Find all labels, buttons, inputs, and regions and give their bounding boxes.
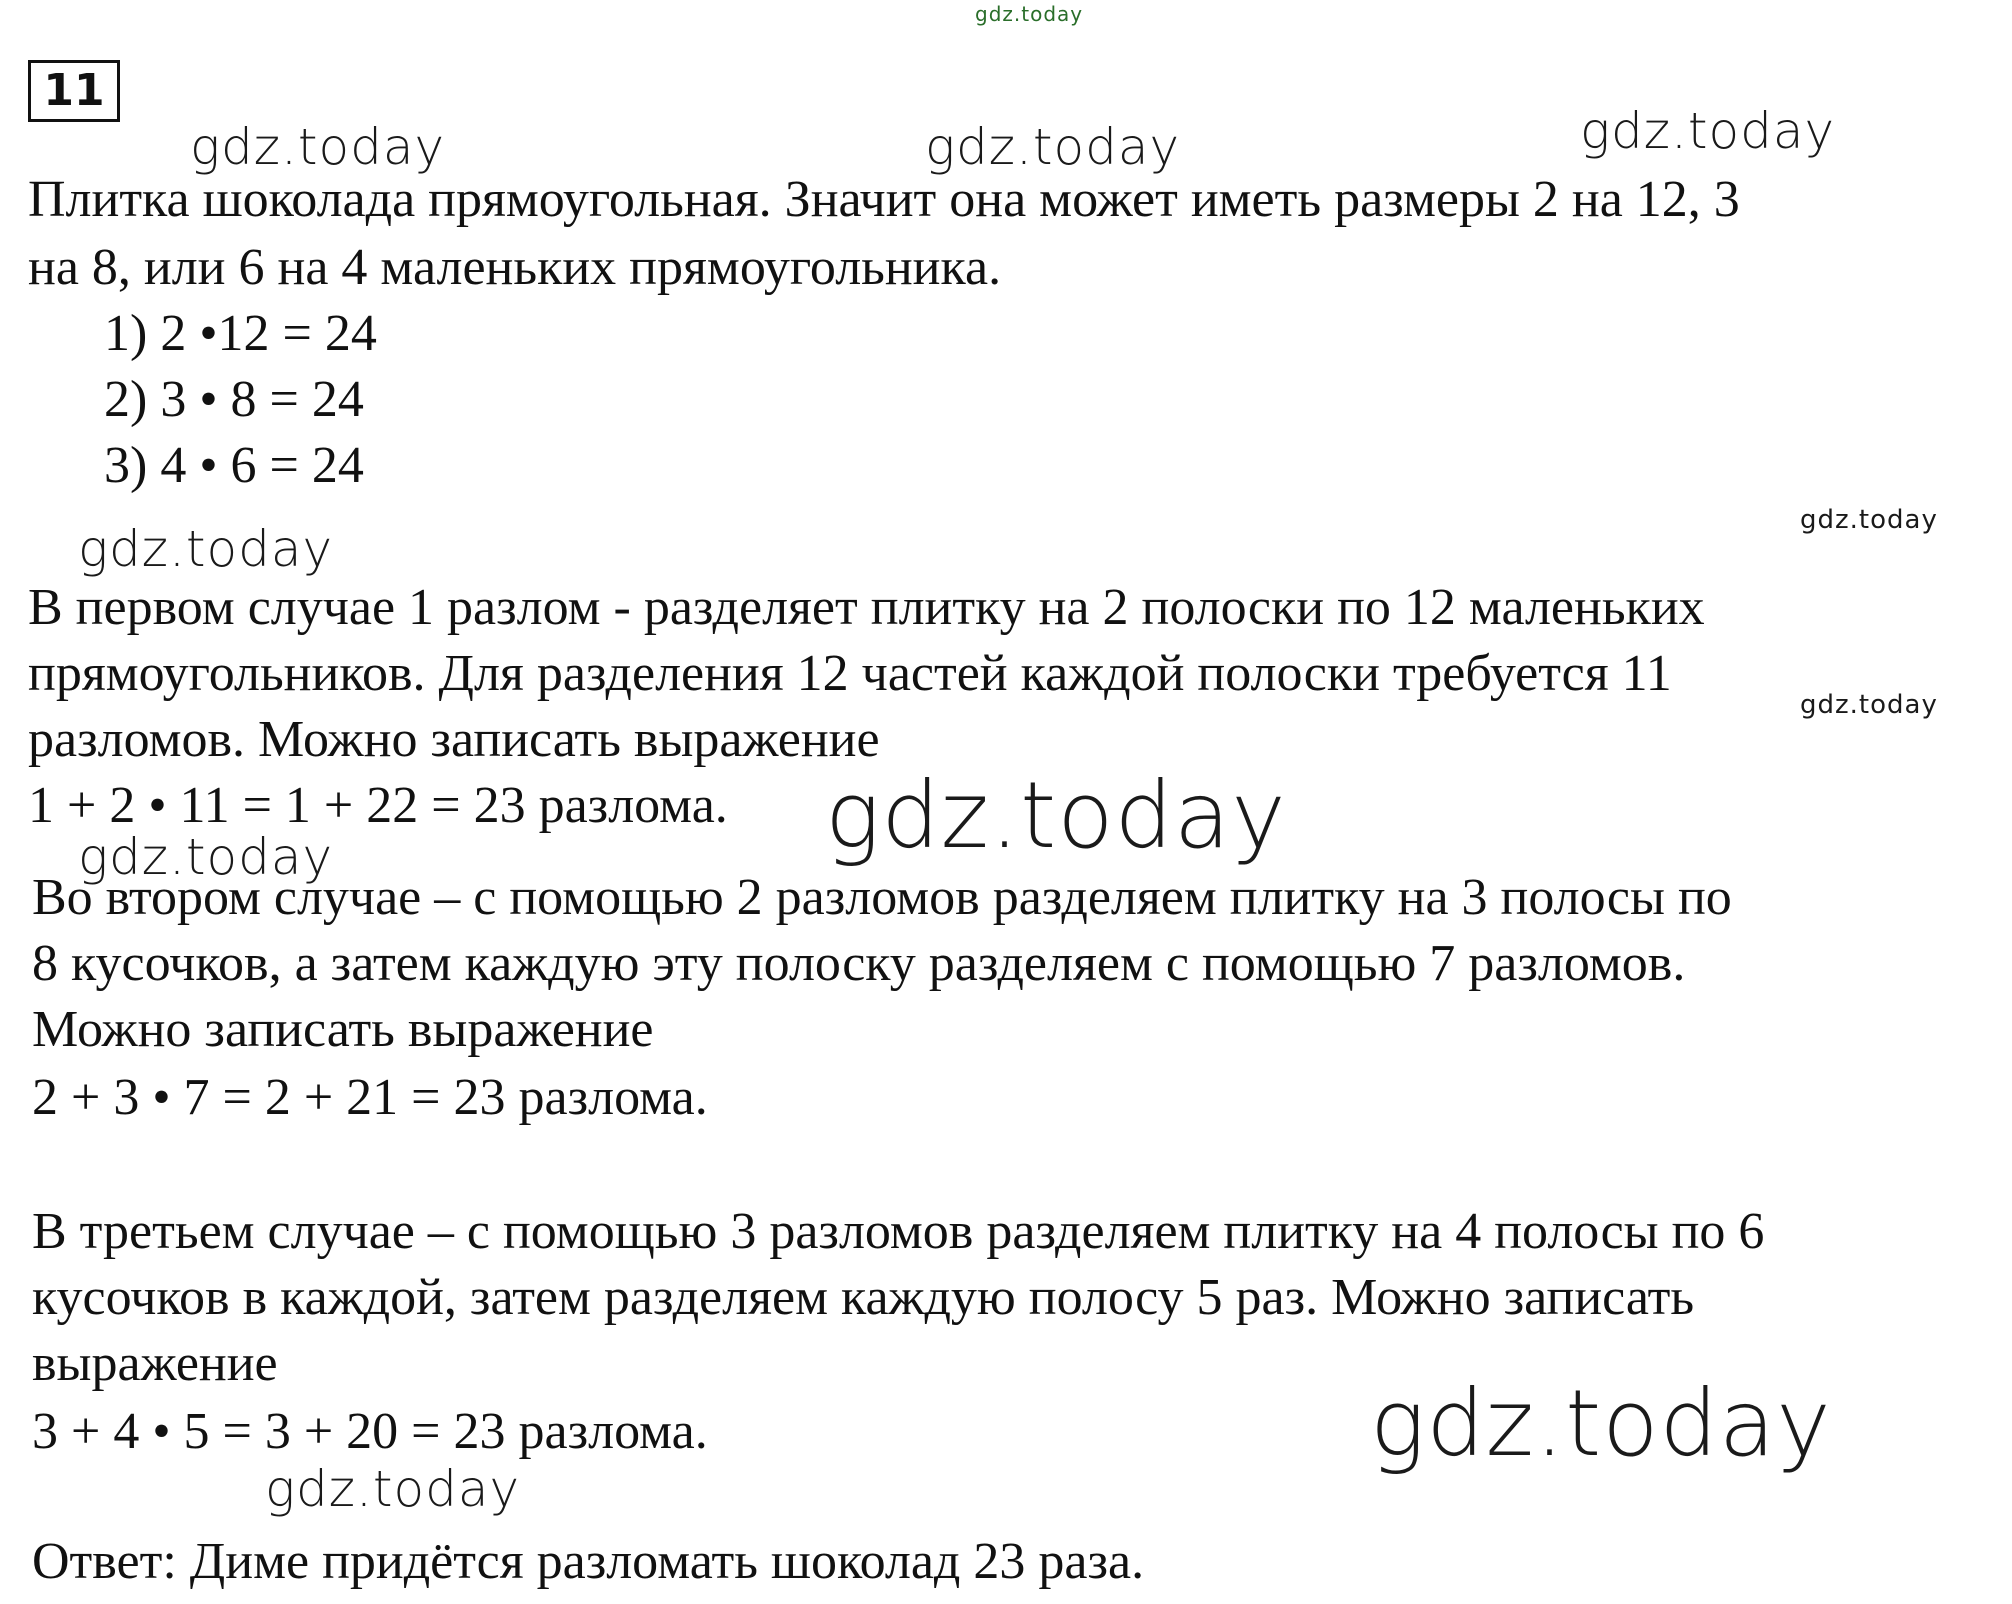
watermark: gdz.today bbox=[1800, 690, 1938, 720]
watermark: gdz.today bbox=[190, 118, 446, 176]
answer-text: Ответ: Диме придётся разломать шоколад 23 раза. bbox=[32, 1533, 1145, 1590]
equation-item-1: 1) 2 •12 = 24 bbox=[104, 305, 377, 362]
watermark: gdz.today bbox=[1370, 1370, 1832, 1477]
case2-text-line: Можно записать выражение bbox=[32, 1001, 654, 1058]
case1-expression: 1 + 2 • 11 = 1 + 22 = 23 разлома. bbox=[28, 777, 728, 834]
case2-text-line: 8 кусочков, а затем каждую эту полоску разделяем с помощью 7 разломов. bbox=[32, 935, 1686, 992]
case2-text-line: Во втором случае – с помощью 2 разломов разделяем плитку на 3 полосы по bbox=[32, 869, 1732, 926]
watermark: gdz.today bbox=[1800, 505, 1938, 535]
intro-text-line: на 8, или 6 на 4 маленьких прямоугольника. bbox=[28, 239, 1002, 296]
case3-expression: 3 + 4 • 5 = 3 + 20 = 23 разлома. bbox=[32, 1403, 708, 1460]
case3-text-line: В третьем случае – с помощью 3 разломов разделяем плитку на 4 полосы по 6 bbox=[32, 1203, 1765, 1260]
task-number-badge: 11 bbox=[28, 60, 120, 122]
case2-expression: 2 + 3 • 7 = 2 + 21 = 23 разлома. bbox=[32, 1069, 708, 1126]
watermark: gdz.today bbox=[78, 520, 334, 578]
watermark: gdz.today bbox=[265, 1460, 521, 1518]
equation-item-3: 3) 4 • 6 = 24 bbox=[104, 437, 364, 494]
watermark: gdz.today bbox=[825, 762, 1287, 869]
case1-text-line: В первом случае 1 разлом - разделяет плитку на 2 полоски по 12 маленьких bbox=[28, 579, 1705, 636]
case1-text-line: разломов. Можно записать выражение bbox=[28, 711, 880, 768]
case1-text-line: прямоугольников. Для разделения 12 частей каждой полоски требуется 11 bbox=[28, 645, 1672, 702]
intro-text-line: Плитка шоколада прямоугольная. Значит она может иметь размеры 2 на 12, 3 bbox=[28, 171, 1740, 228]
case3-text-line: выражение bbox=[32, 1335, 278, 1392]
watermark: gdz.today bbox=[975, 2, 1084, 26]
watermark: gdz.today bbox=[1580, 102, 1836, 160]
watermark: gdz.today bbox=[925, 118, 1181, 176]
equation-item-2: 2) 3 • 8 = 24 bbox=[104, 371, 364, 428]
watermark: gdz.today bbox=[78, 828, 334, 886]
case3-text-line: кусочков в каждой, затем разделяем каждую полосу 5 раз. Можно записать bbox=[32, 1269, 1695, 1326]
